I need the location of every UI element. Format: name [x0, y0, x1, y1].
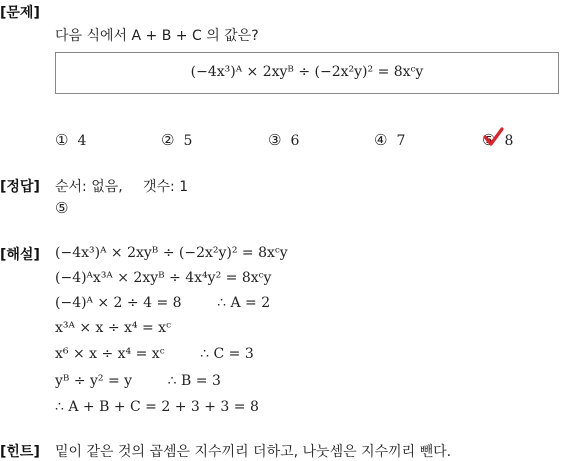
- choice-marker: ③: [268, 131, 282, 149]
- solution-line-4: x³ᴬ × x ÷ x⁴ = xᶜ: [55, 320, 171, 336]
- problem-formula: (−4x³)ᴬ × 2xyᴮ ÷ (−2x²y)² = 8xᶜy: [190, 64, 424, 80]
- formula-box: [55, 52, 559, 94]
- solution-line-2: (−4)ᴬx³ᴬ × 2xyᴮ ÷ 4x⁴y² = 8xᶜy: [55, 270, 272, 286]
- choice-2[interactable]: [161, 131, 192, 149]
- problem-question: 다음 식에서 A + B + C 의 값은?: [55, 28, 259, 44]
- choice-value: 6: [290, 133, 300, 149]
- hint-label: [힌트]: [0, 444, 40, 460]
- choice-value: 4: [77, 133, 87, 149]
- solution-line-1: (−4x³)ᴬ × 2xyᴮ ÷ (−2x²y)² = 8xᶜy: [55, 245, 288, 261]
- choice-3[interactable]: [268, 131, 299, 149]
- checkmark-icon: [482, 126, 504, 148]
- solution-line-7: ∴ A + B + C = 2 + 3 + 3 = 8: [55, 399, 259, 415]
- solution-line-6: yᴮ ÷ y² = y ∴ B = 3: [55, 373, 221, 389]
- answer-label: [정답]: [0, 179, 40, 195]
- problem-label: [문제]: [0, 5, 40, 21]
- choice-1[interactable]: [55, 131, 86, 149]
- choice-marker: ②: [161, 131, 175, 149]
- choice-marker: ⑤: [482, 131, 496, 149]
- choice-value: 7: [396, 133, 406, 149]
- solution-line-5: x⁶ × x ÷ x⁴ = xᶜ ∴ C = 3: [55, 346, 254, 362]
- answer-order: 순서: 없음,: [55, 179, 123, 195]
- answer-value: ⑤: [55, 199, 69, 217]
- choice-value: 5: [183, 133, 193, 149]
- answer-count: 갯수: 1: [143, 179, 189, 195]
- choice-marker: ①: [55, 131, 69, 149]
- choice-value: 8: [504, 133, 514, 149]
- choice-marker: ④: [374, 131, 388, 149]
- hint-text: 밑이 같은 것의 곱셈은 지수끼리 더하고, 나눗셈은 지수끼리 뺀다.: [55, 444, 452, 460]
- solution-line-3: (−4)ᴬ × 2 ÷ 4 = 8 ∴ A = 2: [55, 295, 271, 311]
- choice-4[interactable]: [374, 131, 405, 149]
- solution-label: [해설]: [0, 247, 40, 263]
